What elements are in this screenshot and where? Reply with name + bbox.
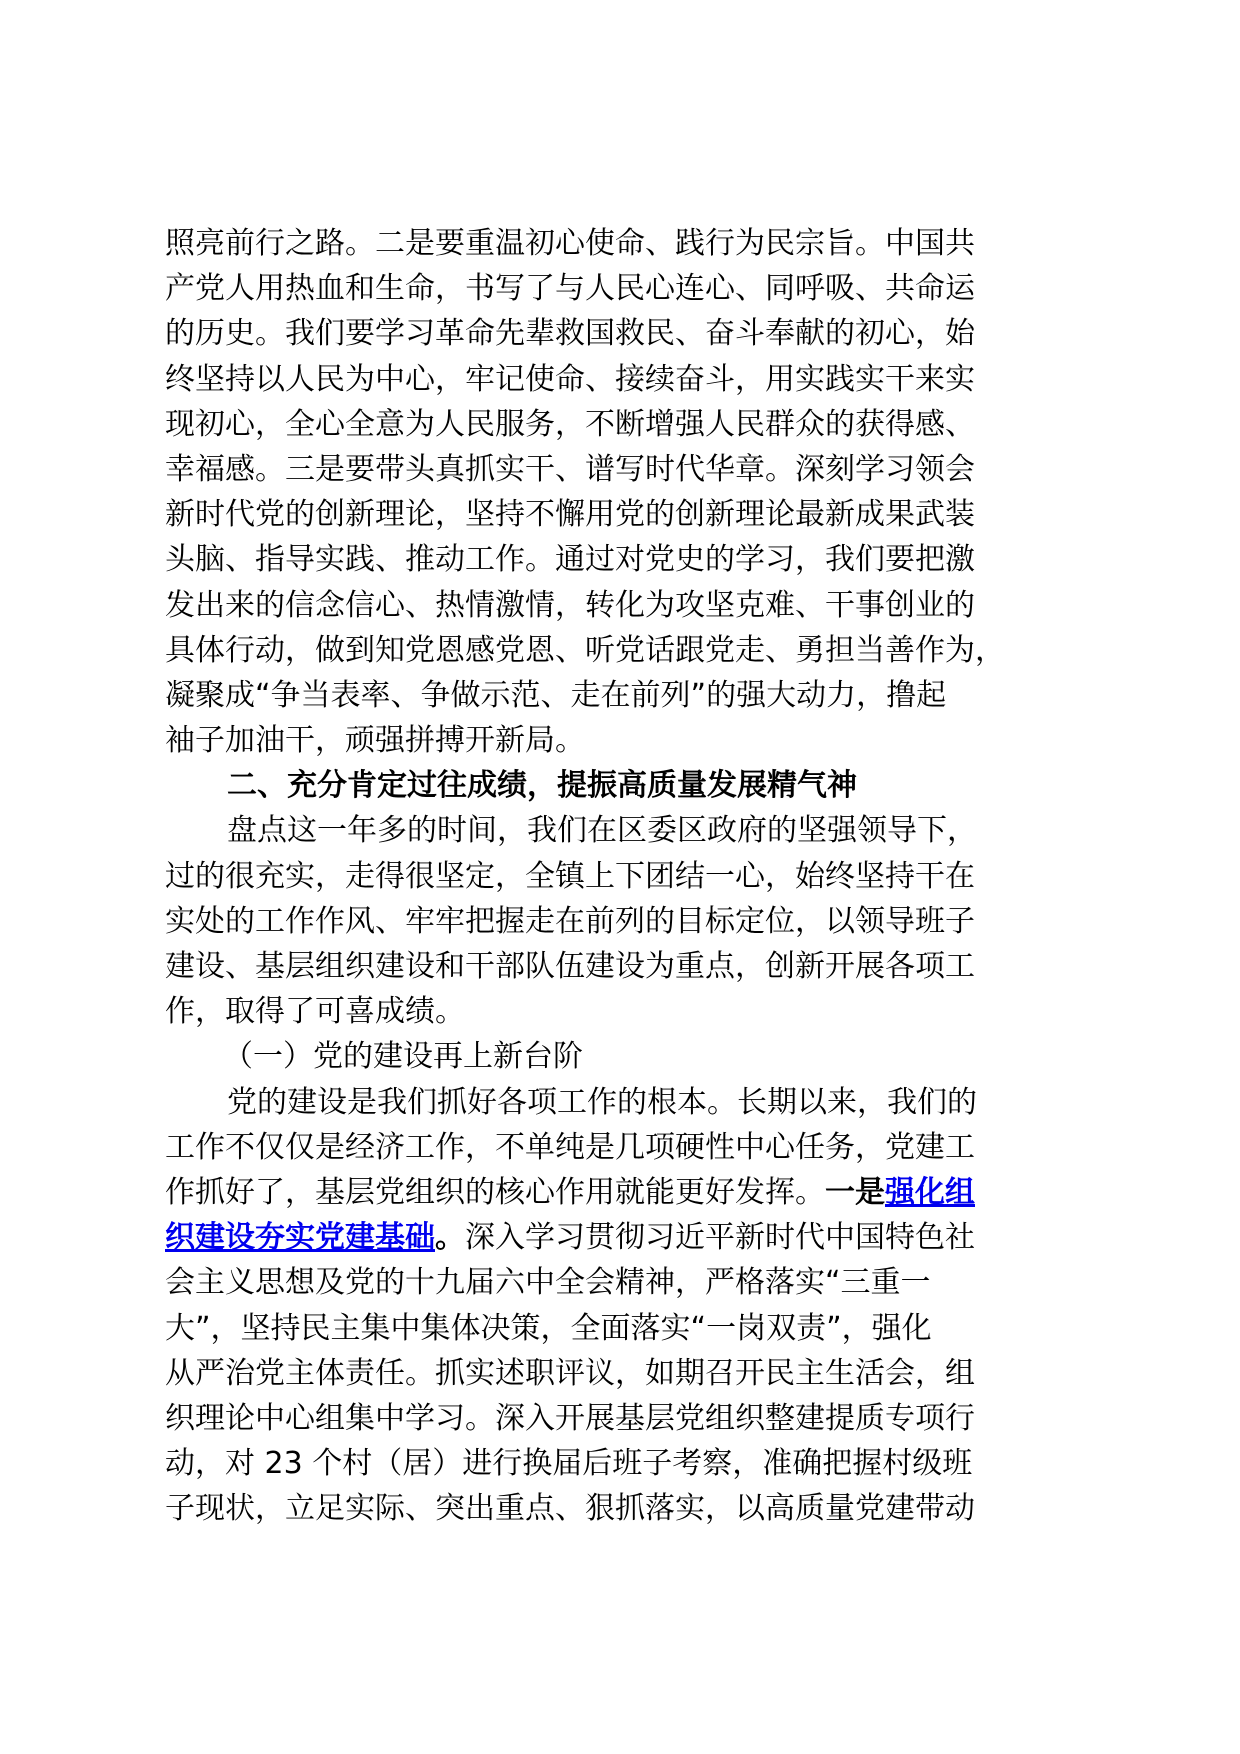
paragraph-line: 头脑、指导实践、推动工作。通过对党史的学习，我们要把激 (165, 542, 975, 578)
paragraph-line: 凝聚成“争当表率、争做示范、走在前列”的强大动力，撸起 (165, 677, 947, 713)
paragraph-line: 幸福感。三是要带头真抓实干、谱写时代华章。深刻学习领会 (165, 451, 975, 487)
paragraph-line: 会主义思想及党的十九届六中全会精神，严格落实“三重一 (165, 1265, 931, 1301)
paragraph-line: 发出来的信念信心、热情激情，转化为攻坚克难、干事创业的 (165, 587, 975, 623)
paragraph-line: 盘点这一年多的时间，我们在区委区政府的坚强领导下， (227, 813, 977, 849)
paragraph-line (165, 1170, 1105, 1215)
paragraph-line: 织理论中心组集中学习。深入开展基层党组织整建提质专项行 (165, 1400, 975, 1436)
paragraph-line: 照亮前行之路。二是要重温初心使命、践行为民宗旨。中国共 (165, 226, 975, 261)
paragraph-line: 终坚持以人民为中心，牢记使命、接续奋斗，用实践实干来实 (165, 361, 975, 397)
paragraph-line: 过的很充实，走得很坚定，全镇上下团结一心，始终坚持干在 (165, 858, 975, 894)
paragraph-line: 现初心，全心全意为人民服务，不断增强人民群众的获得感、 (165, 406, 975, 442)
paragraph-line: 新时代党的创新理论，坚持不懈用党的创新理论最新成果武装 (165, 497, 975, 533)
hyperlink-part-2[interactable]: 织建设夯实党建基础 (165, 1220, 435, 1256)
paragraph-line: 具体行动，做到知党恩感党恩、听党话跟党走、勇担当善作为， (165, 632, 1005, 668)
paragraph-line: 的历史。我们要学习革命先辈救国救民、奋斗奉献的初心，始 (165, 316, 975, 352)
paragraph-line: 动，对 23 个村（居）进行换届后班子考察，准确把握村级班 (165, 1446, 973, 1482)
paragraph-line: 产党人用热血和生命，书写了与人民心连心、同呼吸、共命运 (165, 271, 975, 307)
paragraph-line: 党的建设是我们抓好各项工作的根本。长期以来，我们的 (227, 1084, 977, 1120)
emphasis-period: 。 (435, 1220, 465, 1256)
paragraph-line: 建设、基层组织建设和干部队伍建设为重点，创新开展各项工 (165, 949, 975, 984)
subsection-heading: （一）党的建设再上新台阶 (223, 1039, 583, 1075)
hyperlink-part-1[interactable]: 强化组 (885, 1174, 975, 1210)
paragraph-line: 作，取得了可喜成绩。 (165, 994, 465, 1030)
section-heading: 二、充分肯定过往成绩，提振高质量发展精气神 (227, 768, 857, 804)
paragraph-line: 实处的工作作风、牢牢把握走在前列的目标定位，以领导班子 (165, 903, 975, 939)
paragraph-line: 袖子加油干，顽强拼搏开新局。 (165, 723, 585, 759)
document-body (165, 221, 1105, 1531)
paragraph-line: 从严治党主体责任。抓实述职评议，如期召开民主生活会，组 (165, 1355, 975, 1391)
paragraph-line: 工作不仅仅是经济工作，不单纯是几项硬性中心任务，党建工 (165, 1129, 975, 1165)
paragraph-line: 大”，坚持民主集中集体决策，全面落实“一岗双责”，强化 (165, 1310, 932, 1346)
paragraph-line (165, 1215, 1105, 1260)
paragraph-text: 深入学习贯彻习近平新时代中国特色社 (465, 1220, 975, 1256)
paragraph-line: 子现状，立足实际、突出重点、狠抓落实，以高质量党建带动 (165, 1491, 975, 1527)
emphasis-yishi: 一是 (825, 1174, 885, 1210)
paragraph-text: 作抓好了，基层党组织的核心作用就能更好发挥。 (165, 1174, 825, 1210)
